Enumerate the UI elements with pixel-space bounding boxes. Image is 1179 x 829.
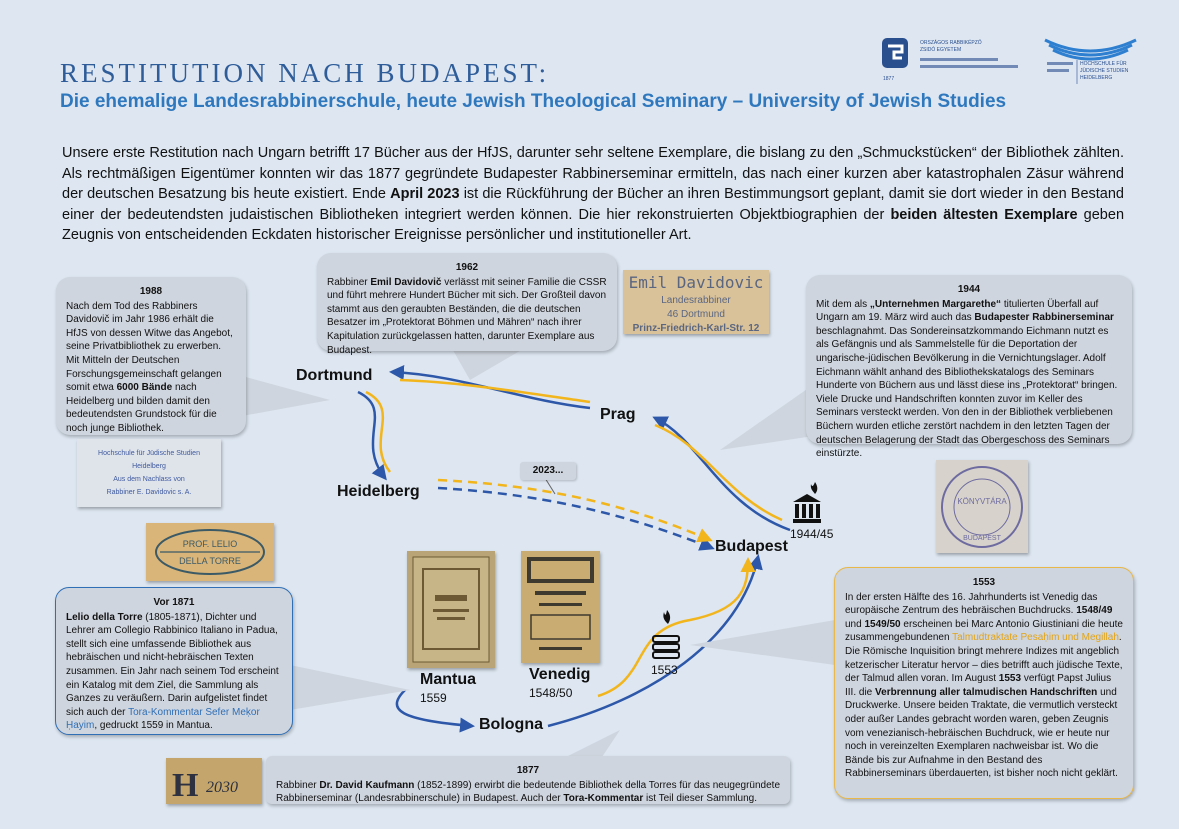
book-mantua-title-page: [407, 551, 495, 668]
bubble-vor-1871: Vor 1871 Lelio della Torre (1805-1871), Dichter und Lehrer am Collegio Rabbinico Italiano in Padua, stellt sich eine umfassende Bibliothek aus hebräischen und nicht-hebräischen Texten zusammen. Ein Jahr nach seinem Tod erscheint ein Katalog mit dem Ziel, die Sammlung als Ganzes zu veräußern. Darin aufgelistet findet sich auch der Tora-Kommentar Sefer Meḳor Ḥayim, gedruckt 1559 in Mantua.: [55, 587, 293, 735]
bubble-1988: 1988 Nach dem Tod des Rabbiners Davidovič im Jahr 1986 erhält die HfJS von dessen Witwe das Angebot, seine Privatbibliothek zu erwerben. Mit Mitteln der Deutschen Forschungsgemeinschaft gelangen somit etwa 6000 Bände nach Heidelberg und bilden damit den bedeutendsten Grundstock für die noch junge Bibliothek.: [56, 277, 246, 435]
city-venedig: Venedig: [529, 666, 591, 683]
svg-text:ZSIDÓ EGYETEM: ZSIDÓ EGYETEM: [920, 47, 962, 53]
city-mantua: Mantua: [420, 671, 476, 688]
svg-text:Aus dem Nachlass von: Aus dem Nachlass von: [113, 476, 185, 483]
page-subtitle: Die ehemalige Landesrabbinerschule, heute Jewish Theological Seminary – University of Jewish Studies: [60, 91, 1007, 112]
svg-text:2030: 2030: [206, 779, 238, 796]
svg-text:HEIDELBERG: HEIDELBERG: [1080, 75, 1113, 81]
bubble-1877: 1877 Rabbiner Dr. David Kaufmann (1852-1899) erwirbt die bedeutende Bibliothek della Torres für das neugegründete Rabbinerseminar (Landesrabbinerschule) in Budapest. Auch der Tora-Kommentar ist Teil dieser Sammlung.: [266, 756, 790, 804]
svg-text:Heidelberg: Heidelberg: [132, 463, 166, 470]
svg-text:H: H: [172, 767, 199, 804]
label-2023: 2023...: [520, 462, 576, 480]
bubble-1944: 1944 Mit dem als „Unternehmen Margarethe“ titulierten Überfall auf Ungarn am 19. März wird auch das Budapester Rabbinerseminar beschlagnahmt. Das Sondereinsatzkommando Eichmann nutzt es als Gefängnis und als Sammelstelle für die Deportation der ungarische-jüdischen Bevölkerung in die Vernichtungslager. Adolf Eichmann wählt anhand des Bibliothekskatalogs des Seminars Hunderte von Büchern aus und lässt diese ins „Protektorat“ bringen. Viele Drucke und Handschriften konnten zuvor im Keller des Seminars versteckt werden. Von den in der Bibliothek verbliebenen Büchern wurden etliche zerstört nachdem in den letzten Tagen der deutschen Belagerung der Stadt das Obergeschoss des Seminars einstürzte.: [806, 275, 1132, 444]
svg-text:HOCHSCHULE FÜR: HOCHSCHULE FÜR: [1080, 61, 1127, 67]
bubble-1553: 1553 In der ersten Hälfte des 16. Jahrhunderts ist Venedig das europäische Zentrum des hebräischen Buchdrucks. 1548/49 und 1549/50 erscheinen bei Marc Antonio Giustiniani die heute zusammengebundenen Talmudtraktate Pesaḥim und Megillah. Die Römische Inquisition bringt mehrere Indizes mit angeblich ketzerischer Literatur hervor – dies betrifft auch jüdische Texte, der Talmud allen voran. Im August 1553 verfügt Papst Julius III. die Verbrennung aller talmudischen Handschriften und Druckwerke. Unsere beiden Traktate, die vermutlich versteckt oder außer Landes gebracht worden waren, geben Zeugnis vom venezianisch-hebräischen Buchdruck, wie er heute nur noch in vereinzelten Exemplaren nachweisbar ist. Wo die Bände bis zur Aufnahme in den Bestand des Rabbinerseminars überdauerten, ist bisher noch nicht geklärt.: [834, 567, 1134, 799]
mantua-year: 1559: [420, 691, 447, 705]
bubble-1962: 1962 Rabbiner Emil Davidovič verlässt mit seiner Familie die CSSR und führt mehrere Hundert Bücher mit sich. Der Großteil davon stammt aus den geraubten Beständen, die die deutschen Besatzer im „Protektorat Böhmen und Mähren“ nach ihrer Kapitulation zurückgelassen hatten, darunter Exemplare aus Budapest.: [317, 253, 617, 351]
stamp-budapest-seal: [936, 460, 1028, 553]
burning-building-icon: [791, 478, 823, 526]
svg-text:PROF. LELIO: PROF. LELIO: [182, 539, 238, 549]
svg-text:BUDAPEST: BUDAPEST: [963, 535, 1001, 542]
city-heidelberg: Heidelberg: [337, 483, 420, 500]
venedig-year: 1548/50: [529, 686, 573, 700]
svg-text:Prinz-Friedrich-Karl-Str. 12: Prinz-Friedrich-Karl-Str. 12: [632, 323, 760, 334]
stamp-lelio-della-torre: [146, 523, 274, 581]
city-dortmund: Dortmund: [296, 367, 373, 384]
stamp-hfjs: [77, 439, 221, 507]
city-budapest: Budapest: [715, 538, 788, 555]
city-bologna: Bologna: [479, 716, 543, 733]
svg-text:Rabbiner E. Davidovic s. A.: Rabbiner E. Davidovic s. A.: [106, 489, 192, 496]
svg-text:ORSZÁGOS RABBIKÉPZŐ: ORSZÁGOS RABBIKÉPZŐ: [920, 40, 982, 46]
bologna-year: 1553: [651, 663, 678, 677]
svg-text:JÜDISCHE STUDIEN: JÜDISCHE STUDIEN: [1080, 68, 1129, 74]
svg-text:DELLA TORRE: DELLA TORRE: [179, 556, 241, 566]
svg-text:KÖNYVTÁRA: KÖNYVTÁRA: [957, 497, 1007, 506]
svg-text:Emil Davidovic: Emil Davidovic: [628, 273, 764, 292]
svg-text:1877: 1877: [883, 76, 895, 82]
svg-text:Hochschule für Jüdische Studie: Hochschule für Jüdische Studien: [98, 450, 200, 457]
city-prag: Prag: [600, 406, 636, 423]
book-venedig-title-page: [521, 551, 600, 663]
stamp-davidovic: [623, 270, 769, 334]
route-dortmund-heidelberg-gold: [366, 392, 390, 472]
svg-text:46 Dortmund: 46 Dortmund: [667, 309, 725, 320]
budapest-year: 1944/45: [790, 527, 834, 541]
intro-paragraph: Unsere erste Restitution nach Ungarn betrifft 17 Bücher aus der HfJS, darunter sehr seltene Exemplare, die bislang zu den „Schmuckstücken“ der Bibliothek zählten. Als rechtmäßigen Eigentümer konnten wir das 1877 gegründete Budapester Rabbinerseminar ermitteln, das nach einer kurzen aber katastrophalen Zäsur während der deutschen Besatzung bis heute existiert. Ende April 2023 ist die Rückführung der Bücher an ihren Bestimmungsort geplant, damit sie dort wieder in den Bestand einer der bedeutendsten judaistischen Bibliotheken integriert werden können. Die hier rekonstruierten Objektbiographien der beiden ältesten Exemplare geben Zeugnis von entscheidenden Eckdaten historischer Ereignisse persönlicher und institutioneller Art.: [62, 145, 1125, 243]
svg-text:Landesrabbiner: Landesrabbiner: [661, 295, 731, 306]
page-title: RESTITUTION NACH BUDAPEST:: [60, 58, 550, 88]
route-heidelberg-budapest-gold: [438, 480, 710, 540]
burning-books-icon: [650, 608, 684, 663]
signature-image: [166, 758, 262, 804]
